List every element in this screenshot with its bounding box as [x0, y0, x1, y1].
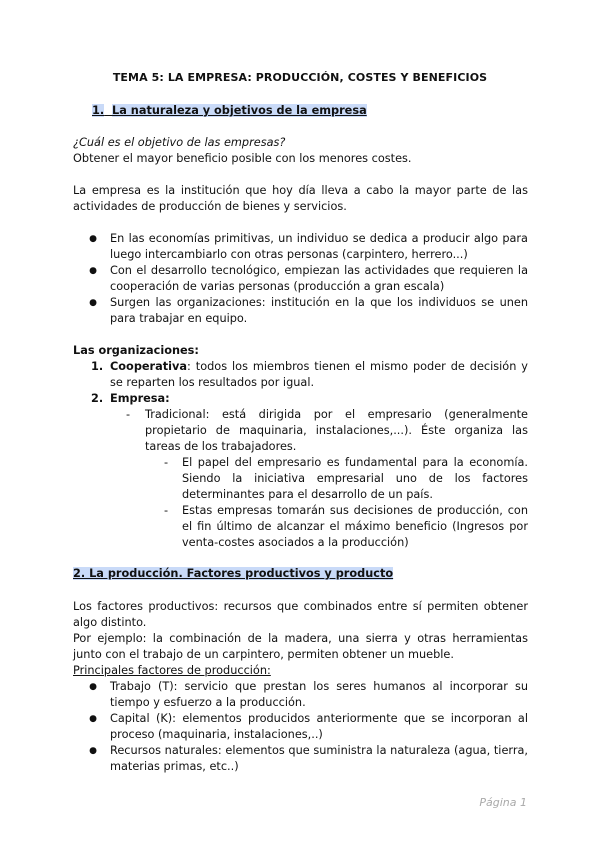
section2-p2: Por ejemplo: la combinación de la madera, una sierra y otras herramientas junto con el trabajo de un carpintero, permiten obtener un mueble.: [73, 632, 528, 661]
factor-item: Capital (K): elementos producidos anteriormente que se incorporan al proceso (maquinaria, instalaciones,..): [110, 712, 528, 741]
section2-p1: Los factores productivos: recursos que combinados entre sí permiten obtener algo distinto.: [73, 600, 528, 629]
empresa-tradicional: Tradicional: está dirigida por el empresario (generalmente propietario de maquinaria, instalaciones,...). Éste organiza las tareas de los trabajadores.: [145, 408, 528, 453]
section1-title: La naturaleza y objetivos de la empresa: [112, 104, 367, 117]
empresa-subitem: Estas empresas tomarán sus decisiones de producción, con el fin último de alcanzar el máximo beneficio (Ingresos por venta-costes asociados a la producción): [182, 504, 528, 549]
bullet-icon: ●: [89, 298, 97, 308]
section1-number: 1.: [92, 104, 105, 117]
section1-answer: Obtener el mayor beneficio posible con los menores costes.: [73, 152, 412, 165]
section2-title: 2. La producción. Factores productivos y producto: [73, 567, 394, 580]
dash-icon: -: [164, 504, 169, 517]
section1-question: ¿Cuál es el objetivo de las empresas?: [73, 136, 286, 149]
org-term: Empresa:: [110, 392, 170, 405]
list-item: En las economías primitivas, un individuo se dedica a producir algo para luego intercambiarlo con otras personas (carpintero, herrero...): [110, 232, 528, 261]
factors-label: Principales factores de producción:: [73, 664, 271, 677]
page-number: Página 1: [479, 796, 527, 809]
org-text: : todos los miembros tienen el mismo poder de decisión y se reparten los resultados por igual.: [110, 360, 528, 389]
org-label: Las organizaciones:: [73, 344, 199, 357]
list-item: Surgen las organizaciones: institución en la que los individuos se unen para trabajar en equipo.: [110, 296, 528, 325]
factor-item: Trabajo (T): servicio que prestan los seres humanos al incorporar su tiempo y esfuerzo a la producción.: [110, 680, 528, 709]
factor-item: Recursos naturales: elementos que suministra la naturaleza (agua, tierra, materias primas, etc..): [110, 744, 528, 773]
dash-icon: -: [164, 456, 169, 469]
org-number: 2.: [91, 392, 104, 405]
bullet-icon: ●: [89, 682, 97, 692]
org-item-cooperativa: [110, 359, 528, 391]
section1-heading: [92, 104, 367, 117]
page-title: TEMA 5: LA EMPRESA: PRODUCCIÓN, COSTES Y BENEFICIOS: [112, 71, 488, 84]
dash-icon: -: [126, 408, 131, 421]
bullet-icon: ●: [89, 266, 97, 276]
org-number: 1.: [91, 360, 104, 373]
list-item: Con el desarrollo tecnológico, empiezan las actividades que requieren la cooperación de varias personas (producción a gran escala): [110, 264, 528, 293]
bullet-icon: ●: [89, 234, 97, 244]
bullet-icon: ●: [89, 714, 97, 724]
empresa-subitem: El papel del empresario es fundamental para la economía. Siendo la iniciativa empresarial uno de los factores determinantes para el desarrollo de un país.: [182, 456, 528, 501]
section2-heading: [73, 567, 393, 580]
org-term: Cooperativa: [110, 360, 188, 373]
section1-intro: La empresa es la institución que hoy día lleva a cabo la mayor parte de las actividades de producción de bienes y servicios.: [73, 184, 528, 213]
bullet-icon: ●: [89, 746, 97, 756]
